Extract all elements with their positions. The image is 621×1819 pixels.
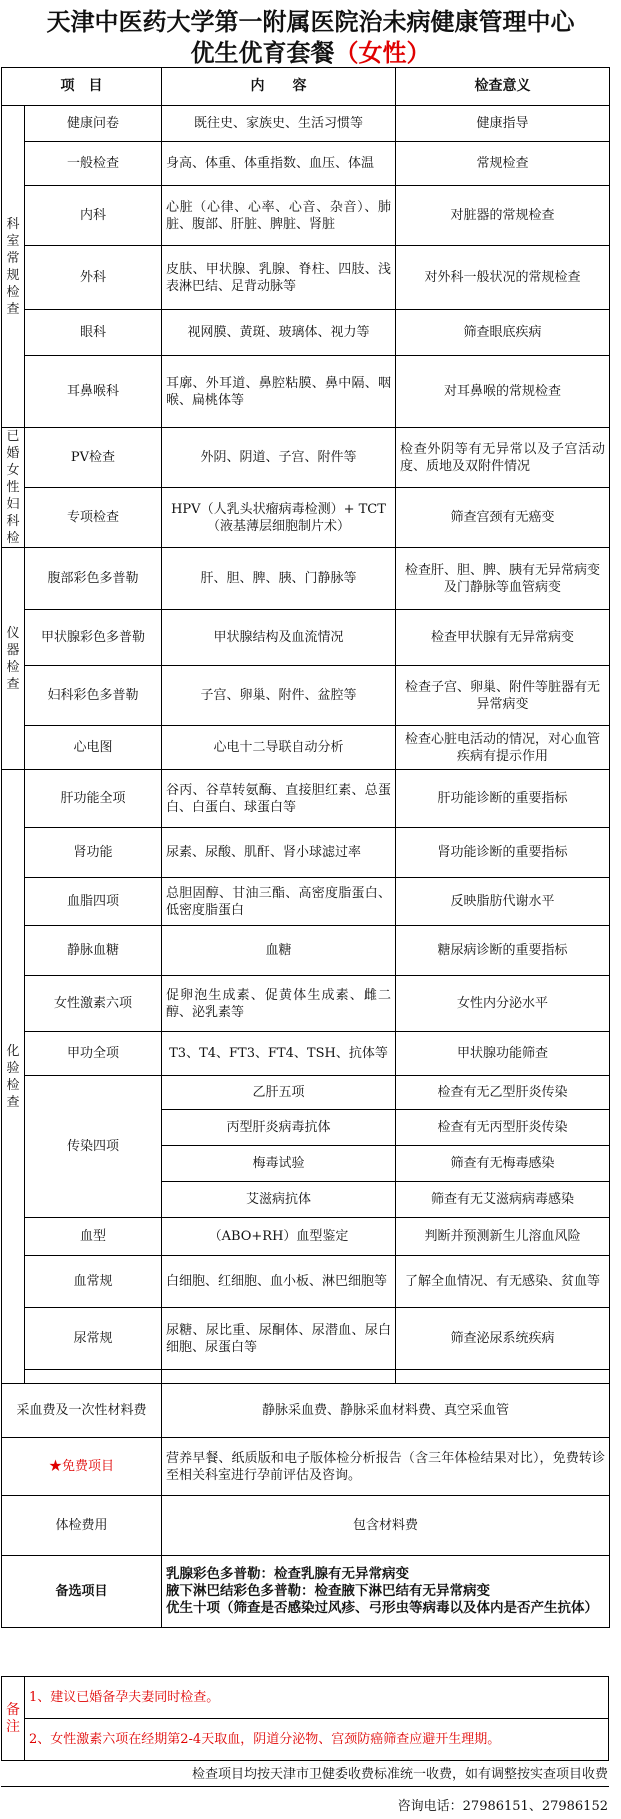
star-icon: ★	[48, 1459, 62, 1474]
title-line-1: 天津中医药大学第一附属医院治未病健康管理中心	[46, 7, 575, 36]
category-lab: 化验检查	[2, 770, 25, 1384]
optional-line: 腋下淋巴结彩色多普勒：检查腋下淋巴结有无异常病变	[166, 1583, 490, 1599]
row-item: 耳鼻喉科	[25, 356, 162, 428]
row-content: 耳廓、外耳道、鼻腔粘膜、鼻中隔、咽喉、扁桃体等	[162, 356, 396, 428]
row-item: 血型	[25, 1218, 162, 1256]
footer-phone: 咨询电话：27986151、27986152	[397, 1799, 608, 1814]
row-item: 妇科彩色多普勒	[25, 666, 162, 726]
table-row	[2, 878, 610, 926]
footer-divider	[1, 1786, 609, 1787]
row-item: 甲功全项	[25, 1032, 162, 1076]
row-meaning: 检查有无乙型肝炎传染	[396, 1076, 610, 1110]
optional-line: 优生十项（筛查是否感染过风疹、弓形虫等病毒以及体内是否产生抗体）	[166, 1600, 598, 1616]
table-row-spacer	[2, 1370, 610, 1384]
row-item: 腹部彩色多普勒	[25, 548, 162, 610]
row-item: 女性激素六项	[25, 976, 162, 1032]
table-row	[2, 356, 610, 428]
page-title	[0, 0, 621, 68]
row-content: 皮肤、甲状腺、乳腺、脊柱、四肢、浅表淋巴结、足背动脉等	[162, 246, 396, 310]
notes-label: 备注	[2, 1677, 25, 1761]
row-meaning: 对脏器的常规检查	[396, 186, 610, 246]
row-item: 专项检查	[25, 488, 162, 548]
table-row	[2, 1032, 610, 1076]
row-meaning: 肾功能诊断的重要指标	[396, 828, 610, 878]
row-content-optional	[162, 1556, 610, 1628]
row-content: 身高、体重、体重指数、血压、体温	[162, 142, 396, 186]
row-meaning: 健康指导	[396, 106, 610, 142]
package-gender: （女性）	[334, 38, 431, 67]
title-line-2	[0, 37, 621, 68]
row-item: 内科	[25, 186, 162, 246]
row-meaning: 检查甲状腺有无异常病变	[396, 610, 610, 666]
table-row	[2, 1076, 610, 1110]
row-meaning: 检查有无丙型肝炎传染	[396, 1110, 610, 1146]
row-item: PV检查	[25, 428, 162, 488]
row-item: 心电图	[25, 726, 162, 770]
row-meaning: 检查外阴等有无异常以及子宫活动度、质地及双附件情况	[396, 428, 610, 488]
row-content: 甲状腺结构及血流情况	[162, 610, 396, 666]
row-content: 血糖	[162, 926, 396, 976]
header-content: 内 容	[162, 68, 396, 106]
table-row	[2, 828, 610, 878]
table-row	[2, 488, 610, 548]
table-row	[2, 1556, 610, 1628]
package-table	[1, 67, 610, 1628]
row-content: 视网膜、黄斑、玻璃体、视力等	[162, 310, 396, 356]
category-married: 已婚女性妇科检	[2, 428, 25, 548]
row-item: 备选项目	[2, 1556, 162, 1628]
table-row	[2, 142, 610, 186]
row-item: 肝功能全项	[25, 770, 162, 828]
row-content: 外阴、阴道、子宫、附件等	[162, 428, 396, 488]
footer-fee-note: 检查项目均按天津市卫健委收费标准统一收费，如有调整按实查项目收费	[191, 1767, 608, 1782]
row-content: 静脉采血费、静脉采血材料费、真空采血管	[162, 1384, 610, 1438]
row-content: （ABO+RH）血型鉴定	[162, 1218, 396, 1256]
row-content: T3、T4、FT3、FT4、TSH、抗体等	[162, 1032, 396, 1076]
table-row	[2, 1384, 610, 1438]
row-item: 一般检查	[25, 142, 162, 186]
note-row	[2, 1677, 609, 1719]
row-item: 血常规	[25, 1256, 162, 1308]
table-row	[2, 1496, 610, 1556]
note-item: 2、女性激素六项在经期第2-4天取血，阴道分泌物、宫颈防癌筛查应避开生理期。	[25, 1719, 609, 1761]
table-row	[2, 186, 610, 246]
row-meaning: 甲状腺功能筛查	[396, 1032, 610, 1076]
row-content: 艾滋病抗体	[162, 1182, 396, 1218]
table-row	[2, 1438, 610, 1496]
row-content: 既往史、家族史、生活习惯等	[162, 106, 396, 142]
table-row	[2, 1218, 610, 1256]
row-item: 血脂四项	[25, 878, 162, 926]
row-meaning: 筛查眼底疾病	[396, 310, 610, 356]
row-meaning: 检查肝、胆、脾、胰有无异常病变及门静脉等血管病变	[396, 548, 610, 610]
table-row	[2, 610, 610, 666]
row-meaning: 筛查宫颈有无癌变	[396, 488, 610, 548]
row-item: 体检费用	[2, 1496, 162, 1556]
row-content: 包含材料费	[162, 1496, 610, 1556]
row-meaning: 了解全血情况、有无感染、贫血等	[396, 1256, 610, 1308]
package-name: 优生优育套餐	[190, 38, 335, 67]
row-meaning: 常规检查	[396, 142, 610, 186]
table-row	[2, 976, 610, 1032]
table-row	[2, 428, 610, 488]
optional-line: 乳腺彩色多普勒：检查乳腺有无异常病变	[166, 1566, 409, 1582]
table-row	[2, 666, 610, 726]
row-meaning: 筛查有无梅毒感染	[396, 1146, 610, 1182]
table-row	[2, 106, 610, 142]
row-meaning: 糖尿病诊断的重要指标	[396, 926, 610, 976]
row-item: 尿常规	[25, 1308, 162, 1370]
row-item: 静脉血糖	[25, 926, 162, 976]
row-meaning: 判断并预测新生儿溶血风险	[396, 1218, 610, 1256]
row-content: 尿素、尿酸、肌酐、肾小球滤过率	[162, 828, 396, 878]
row-meaning: 对耳鼻喉的常规检查	[396, 356, 610, 428]
table-row	[2, 926, 610, 976]
row-content: 心电十二导联自动分析	[162, 726, 396, 770]
note-item: 1、建议已婚备孕夫妻同时检查。	[25, 1677, 609, 1719]
row-item: 肾功能	[25, 828, 162, 878]
row-item: 健康问卷	[25, 106, 162, 142]
row-meaning: 筛查有无艾滋病病毒感染	[396, 1182, 610, 1218]
header-meaning: 检查意义	[396, 68, 610, 106]
row-meaning: 对外科一般状况的常规检查	[396, 246, 610, 310]
note-row	[2, 1719, 609, 1761]
row-meaning: 检查心脏电活动的情况，对心血管疾病有提示作用	[396, 726, 610, 770]
row-content: 肝、胆、脾、胰、门静脉等	[162, 548, 396, 610]
table-row	[2, 310, 610, 356]
row-item: 甲状腺彩色多普勒	[25, 610, 162, 666]
row-content: HPV（人乳头状瘤病毒检测）+ TCT（液基薄层细胞制片术）	[162, 488, 396, 548]
row-item: 采血费及一次性材料费	[2, 1384, 162, 1438]
table-row	[2, 246, 610, 310]
row-meaning: 检查子宫、卵巢、附件等脏器有无异常病变	[396, 666, 610, 726]
table-row	[2, 548, 610, 610]
row-meaning: 肝功能诊断的重要指标	[396, 770, 610, 828]
row-item-free: ★免费项目	[2, 1438, 162, 1496]
table-row	[2, 726, 610, 770]
category-instrument: 仪器检查	[2, 548, 25, 770]
row-content: 促卵泡生成素、促黄体生成素、雌二醇、泌乳素等	[162, 976, 396, 1032]
row-meaning: 女性内分泌水平	[396, 976, 610, 1032]
row-item: 眼科	[25, 310, 162, 356]
table-header-row	[2, 68, 610, 106]
row-content: 丙型肝炎病毒抗体	[162, 1110, 396, 1146]
table-row	[2, 770, 610, 828]
row-content: 子宫、卵巢、附件、盆腔等	[162, 666, 396, 726]
table-row	[2, 1256, 610, 1308]
row-content: 梅毒试验	[162, 1146, 396, 1182]
row-content: 总胆固醇、甘油三酯、高密度脂蛋白、低密度脂蛋白	[162, 878, 396, 926]
row-item: 传染四项	[25, 1076, 162, 1218]
row-content: 白细胞、红细胞、血小板、淋巴细胞等	[162, 1256, 396, 1308]
row-content: 尿糖、尿比重、尿酮体、尿潜血、尿白细胞、尿蛋白等	[162, 1308, 396, 1370]
category-routine: 科室常规检查	[2, 106, 25, 428]
table-row	[2, 1308, 610, 1370]
header-item: 项 目	[2, 68, 162, 106]
row-item: 外科	[25, 246, 162, 310]
row-content: 心脏（心律、心率、心音、杂音）、肺脏、腹部、肝脏、脾脏、肾脏	[162, 186, 396, 246]
row-meaning: 反映脂肪代谢水平	[396, 878, 610, 926]
row-meaning: 筛查泌尿系统疾病	[396, 1308, 610, 1370]
row-content: 乙肝五项	[162, 1076, 396, 1110]
row-content: 谷丙、谷草转氨酶、直接胆红素、总蛋白、白蛋白、球蛋白等	[162, 770, 396, 828]
notes-table	[1, 1676, 609, 1761]
row-content: 营养早餐、纸质版和电子版体检分析报告（含三年体检结果对比），免费转诊至相关科室进行孕前评估及咨询。	[162, 1438, 610, 1496]
